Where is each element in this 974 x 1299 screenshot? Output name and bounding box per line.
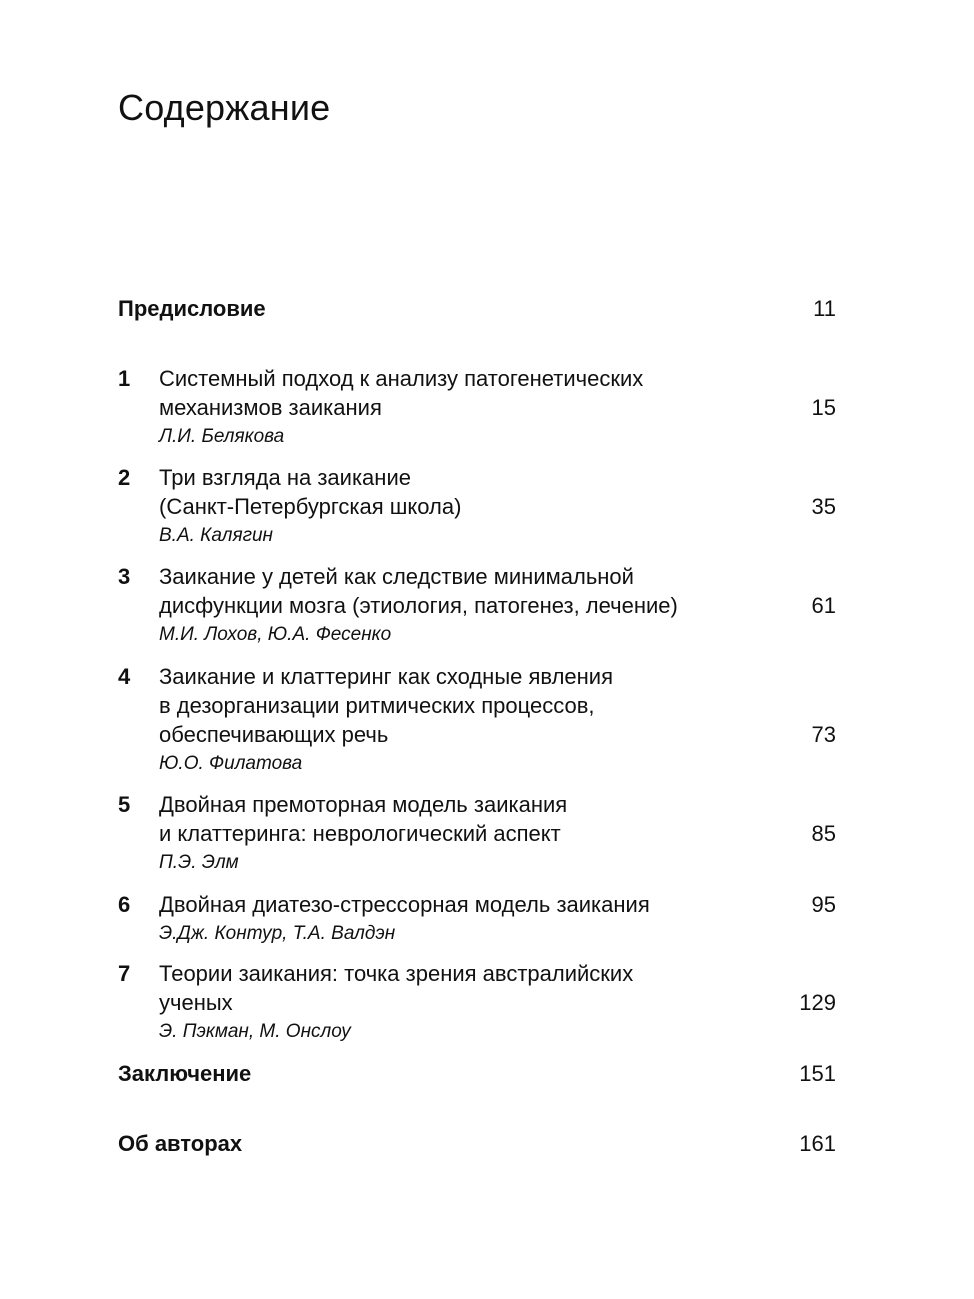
entry-label: Предисловие xyxy=(118,296,266,321)
chapter-title-line: Заикание и клаттеринг как сходные явления xyxy=(159,664,614,689)
entry-label: Об авторах xyxy=(118,1131,243,1156)
chapter-body xyxy=(159,890,759,949)
entry-page: 73 xyxy=(811,722,836,747)
chapter-number: 7 xyxy=(118,961,131,986)
chapter-number: 4 xyxy=(118,664,131,689)
toc-entry-preface[interactable] xyxy=(118,294,836,324)
chapter-number: 2 xyxy=(118,465,131,490)
chapter-title-line: и клаттеринга: неврологический аспект xyxy=(159,821,561,846)
entry-page: 35 xyxy=(811,494,836,519)
toc-entry-chapter[interactable] xyxy=(118,890,836,949)
chapter-body xyxy=(159,662,759,779)
entry-page: 61 xyxy=(811,593,836,618)
chapter-title-line: Заикание у детей как следствие минимальной xyxy=(159,564,634,589)
toc-entry-chapter[interactable] xyxy=(118,662,836,779)
chapter-number: 5 xyxy=(118,792,131,817)
chapter-author: М.И. Лохов, Ю.А. Фесенко xyxy=(159,624,392,645)
chapter-body xyxy=(159,959,759,1047)
chapter-title-line: обеспечивающих речь xyxy=(159,722,389,747)
toc-entry-about-authors[interactable] xyxy=(118,1129,836,1159)
entry-page: 161 xyxy=(799,1131,836,1156)
entry-page: 151 xyxy=(799,1061,836,1086)
chapter-author: Л.И. Белякова xyxy=(159,426,285,447)
chapter-author: Э.Дж. Контур, Т.А. Валдэн xyxy=(159,923,396,944)
toc-entry-chapter[interactable] xyxy=(118,364,836,452)
entry-page: 129 xyxy=(799,990,836,1015)
chapter-body xyxy=(159,463,759,551)
chapter-body xyxy=(159,562,759,650)
chapter-author: Э. Пэкман, М. Онслоу xyxy=(159,1021,351,1042)
toc-entry-conclusion[interactable] xyxy=(118,1059,836,1089)
toc-entry-chapter[interactable] xyxy=(118,790,836,878)
chapter-number: 1 xyxy=(118,366,131,391)
page-title: Содержание xyxy=(118,87,331,128)
toc-entry-chapter[interactable] xyxy=(118,463,836,551)
chapter-title-line: механизмов заикания xyxy=(159,395,382,420)
chapter-title-line: дисфункции мозга (этиология, патогенез, лечение) xyxy=(159,593,678,618)
toc-entry-chapter[interactable] xyxy=(118,562,836,650)
chapter-author: Ю.О. Филатова xyxy=(159,753,303,774)
chapter-title-line: Теории заикания: точка зрения австралийских xyxy=(159,961,634,986)
entry-label: Заключение xyxy=(118,1061,252,1086)
chapter-title-line: Три взгляда на заикание xyxy=(159,465,411,490)
entry-page: 15 xyxy=(811,395,836,420)
chapter-title-line: Двойная диатезо-стрессорная модель заикания xyxy=(159,892,650,917)
chapter-body xyxy=(159,790,759,878)
chapter-title-line: Двойная премоторная модель заикания xyxy=(159,792,568,817)
chapter-number: 3 xyxy=(118,564,131,589)
entry-page: 11 xyxy=(813,296,836,321)
chapter-title-line: (Санкт-Петербургская школа) xyxy=(159,494,462,519)
chapter-title-line: ученых xyxy=(159,990,233,1015)
chapter-body xyxy=(159,364,759,452)
chapter-author: В.А. Калягин xyxy=(159,525,273,546)
chapter-title-line: в дезорганизации ритмических процессов, xyxy=(159,693,595,718)
chapter-number: 6 xyxy=(118,892,131,917)
entry-page: 95 xyxy=(811,892,836,917)
toc-entry-chapter[interactable] xyxy=(118,959,836,1047)
chapter-author: П.Э. Элм xyxy=(159,852,239,873)
chapter-title-line: Системный подход к анализу патогенетических xyxy=(159,366,644,391)
entry-page: 85 xyxy=(811,821,836,846)
